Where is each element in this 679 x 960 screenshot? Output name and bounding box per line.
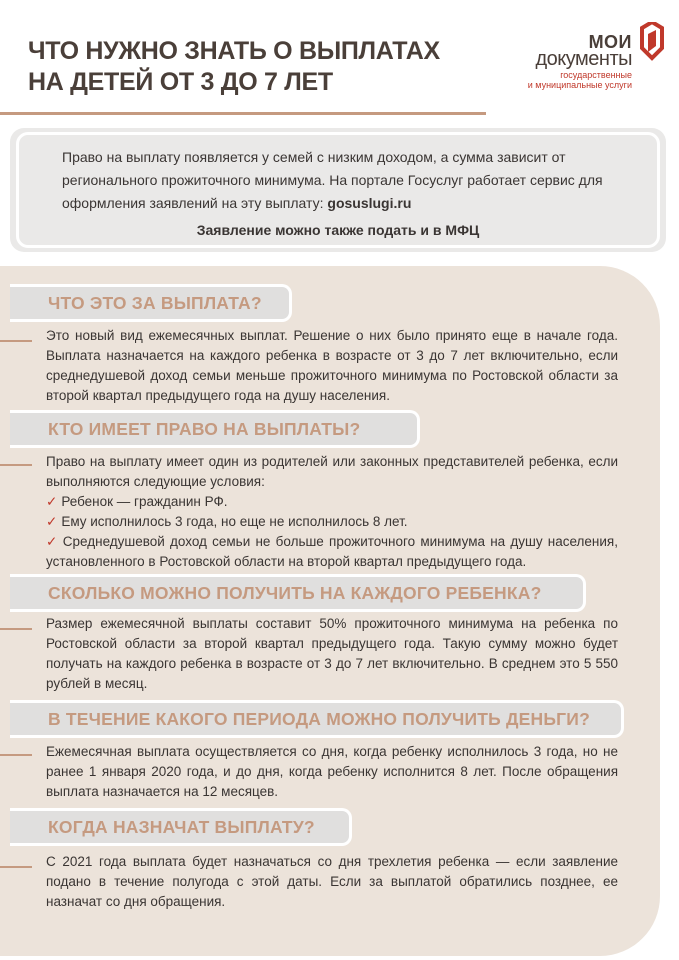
- gosuslugi-link[interactable]: gosuslugi.ru: [327, 195, 412, 211]
- section-dash: [0, 866, 32, 868]
- page-title-line2: НА ДЕТЕЙ ОТ 3 ДО 7 ЛЕТ: [28, 68, 333, 96]
- section-heading-2: [10, 410, 420, 448]
- section-heading-text: СКОЛЬКО МОЖНО ПОЛУЧИТЬ НА КАЖДОГО РЕБЕНКА?: [48, 583, 542, 603]
- logo-subtitle-line2: и муниципальные услуги: [527, 80, 632, 90]
- logo-subtitle: [528, 70, 632, 90]
- list-item: ✓ Ему исполнилось 3 года, но еще не исполнилось 8 лет.: [46, 514, 408, 529]
- section-heading-4: [10, 700, 624, 738]
- intro-box: [10, 128, 666, 252]
- logo-shield-icon: [638, 22, 666, 66]
- check-icon: ✓: [46, 514, 58, 529]
- section-heading-3: [10, 574, 586, 612]
- logo-moi-text: МОИ: [588, 32, 632, 52]
- check-icon: ✓: [46, 494, 58, 509]
- section-body-2: [46, 452, 618, 572]
- page-title: [28, 36, 468, 98]
- intro-text: [62, 146, 622, 215]
- intro-mfc-note: Заявление можно также подать и в МФЦ: [196, 222, 480, 238]
- logo-subtitle-line1: государственные: [560, 70, 632, 80]
- section-heading-text: В ТЕЧЕНИЕ КАКОГО ПЕРИОДА МОЖНО ПОЛУЧИТЬ ДЕНЬГИ?: [48, 709, 590, 729]
- section-body-3: Размер ежемесячной выплаты составит 50% прожиточного минимума на ребенка по Ростовской области за второй квартал предыдущего года. Такую сумму можно будет получать на каждого ребенка в возрасте от 3 до 7 лет включительно. В среднем это 5 550 рублей в месяц.: [46, 616, 618, 691]
- section-body-5: С 2021 года выплата будет назначаться со дня трехлетия ребенка — если заявление подано в течение полугода с этой даты. Если за выплатой обратились позднее, ее назначат со дня обращения.: [46, 854, 618, 909]
- section-body-4: Ежемесячная выплата осуществляется со дня, когда ребенку исполнилось 3 года, но не ранее 1 января 2020 года, и до дня, когда ребенку исполнится 8 лет. После обращения выплата назначается на 12 месяцев.: [46, 744, 618, 799]
- list-item: ✓ Среднедушевой доход семьи не больше прожиточного минимума на душу населения, установленного в Ростовской области на второй квартал предыдущего года.: [46, 534, 618, 569]
- conditions-intro: Право на выплату имеет один из родителей или законных представителей ребенка, если выполняются следующие условия:: [46, 454, 618, 489]
- section-dash: [0, 754, 32, 756]
- check-icon: ✓: [46, 534, 59, 549]
- section-dash: [0, 464, 32, 466]
- section-body-1: Это новый вид ежемесячных выплат. Решение о них было принято еще в начале года. Выплата назначается на каждого ребенка в возрасте от 3 до 7 лет включительно, если среднедушевой доход семьи меньше прожиточного минимума по Ростовской области за второй квартал предыдущего года на душу населения.: [46, 328, 618, 403]
- list-item: ✓ Ребенок — гражданин РФ.: [46, 494, 228, 509]
- intro-paragraph: Право на выплату появляется у семей с низким доходом, а сумма зависит от регионального прожиточного минимума. На портале Госуслуг работает сервис для оформления заявлений на эту выплату:: [62, 149, 603, 211]
- section-heading-1: [10, 284, 292, 322]
- moi-dokumenty-logo: [512, 20, 672, 90]
- section-heading-5: [10, 808, 352, 846]
- section-dash: [0, 628, 32, 630]
- section-heading-text: КТО ИМЕЕТ ПРАВО НА ВЫПЛАТЫ?: [48, 419, 361, 439]
- section-heading-text: КОГДА НАЗНАЧАТ ВЫПЛАТУ?: [48, 817, 315, 837]
- section-heading-text: ЧТО ЭТО ЗА ВЫПЛАТА?: [48, 293, 262, 313]
- logo-docs-text: документы: [535, 48, 632, 70]
- page-title-line1: ЧТО НУЖНО ЗНАТЬ О ВЫПЛАТАХ: [28, 37, 440, 65]
- section-dash: [0, 340, 32, 342]
- header-divider: [0, 112, 486, 115]
